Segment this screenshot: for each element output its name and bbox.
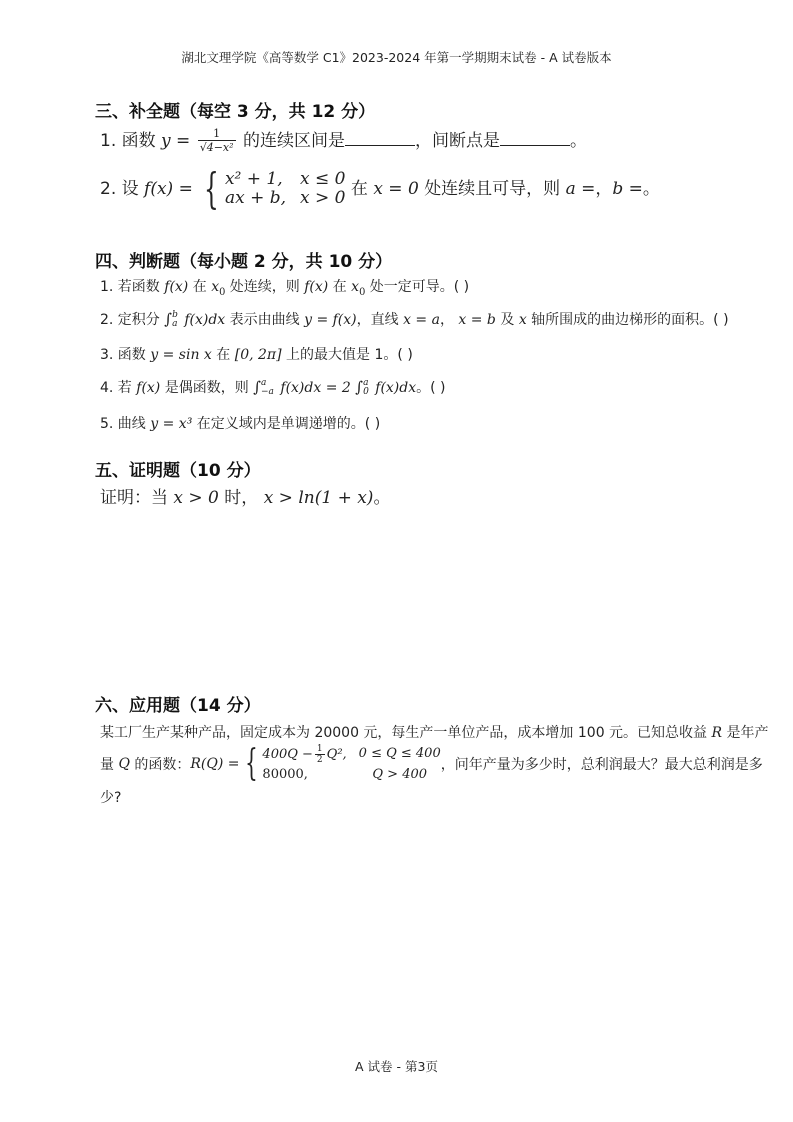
q2-point: x = 0 [373,179,419,199]
page-header: 湖北文理学院《高等数学 C1》2023-2024 年第一学期期末试卷 - A 试卷版本 [181,50,612,65]
j1-text-4: 在 [332,279,347,295]
app-text-3: 量 [100,757,114,773]
app-text-4: 的函数： [134,757,191,773]
j2-limits [172,311,178,329]
j4-text-2: 是偶函数，则 [164,380,249,396]
j3-math-1: y = sin x [150,347,212,363]
j4-limits-2 [363,379,369,397]
fill-in-question-2 [100,164,660,213]
j1-math-4: x [351,279,360,295]
j2-math-1: f(x)dx [184,312,226,328]
section-4-title: 四、判断题（每小题 2 分，共 10 分） [95,252,393,272]
j2-text-5: 及 [500,312,515,328]
application-line-2 [100,744,793,784]
q2-prefix: 2. 设 [100,179,139,199]
section-6-title: 六、应用题（14 分） [95,696,261,716]
q2-case1-cond: x ≤ 0 [300,169,346,189]
q2-case2-cond: x > 0 [300,188,346,208]
app-brace: { [244,743,258,784]
q1-middle: 的连续区间是 [242,131,345,151]
judge-item-3 [100,344,413,364]
j4-math-2: f(x)dx = 2 [280,380,351,396]
app-text-2: 是年产 [726,725,769,741]
fill-in-question-1 [100,126,587,154]
j1-math-2-sub: 0 [219,286,226,298]
j2-text-6: 轴所围成的曲边梯形的面积。( ) [531,312,729,328]
integral-sign: ∫ [253,378,262,396]
application-line-1 [100,722,793,742]
app-piecewise [240,744,441,784]
integral-sign: ∫ [164,310,173,328]
q2-lhs: f(x) = [144,179,193,199]
j4-text-3: 。( ) [416,380,446,396]
judge-item-2 [100,309,729,329]
q2-b-eq: b = [612,179,643,199]
j1-text-5: 处一定可导。( ) [369,279,470,295]
application-line-3: 少? [100,790,122,806]
j4-text-1: 4. 若 [100,380,132,396]
app-case1-b: Q², [326,747,347,762]
proof-prefix: 证明：当 [100,488,168,508]
j2-math-2: y = f(x) [304,312,357,328]
app-frac-den: 2 [316,755,323,765]
proof-math-1: x > 0 [173,488,219,508]
q2-middle: 处连续且可导，则 [424,179,561,199]
judge-item-5 [100,413,380,433]
j2-math-4: x = b [458,312,496,328]
j2-upper-limit: b [172,310,178,320]
integral-sign: ∫ [355,378,364,396]
q1-frac-denominator: √4−x² [199,141,234,154]
j3-text-3: 上的最大值是 1。( ) [286,347,413,363]
j4-upper-limit-2: a [363,378,369,388]
proof-question [100,483,390,508]
j1-text-3: 处连续，则 [229,279,300,295]
j1-math-4-sub: 0 [359,286,366,298]
app-case1-a: 400Q − [262,747,313,762]
j4-math-3: f(x)dx [375,380,417,396]
j4-limits-1 [261,379,274,397]
j4-lower-limit-1: −a [261,387,274,397]
j2-text-1: 2. 定积分 [100,312,160,328]
app-math-Q: Q [118,756,130,772]
j2-math-5: x [518,312,527,328]
app-case2-expr: 80000, [262,767,308,782]
app-text-5: ，问年产量为多少时，总利润最大？最大总利润是多 [440,757,763,773]
judge-item-1 [100,276,469,296]
app-case2-cond: Q > 400 [372,767,428,782]
q2-sep: ， [595,179,613,199]
q2-piecewise [198,164,346,213]
q2-case2-expr: ax + b, [224,188,287,208]
proof-mid: 时， [224,488,259,508]
j5-text-1: 5. 曲线 [100,416,146,432]
j2-text-4: ， [439,312,454,328]
j5-math-1: y = x³ [150,416,193,432]
judge-item-4 [100,377,446,397]
q1-fraction [198,128,236,154]
q2-case1-expr: x² + 1, [224,169,283,189]
j1-math-3: f(x) [304,279,329,295]
app-case1-expr [262,744,346,765]
section-5-title: 五、证明题（10 分） [95,461,261,481]
q2-end: 。 [642,179,660,199]
proof-end: 。 [373,488,391,508]
j3-text-1: 3. 函数 [100,347,146,363]
q1-frac-numerator: 1 [198,128,236,141]
j1-math-2: x [211,279,220,295]
q1-comma: ，间断点是 [414,131,500,151]
j1-text-1: 1. 若函数 [100,279,160,295]
proof-math-2: x > ln(1 + x) [263,488,374,508]
q1-end: 。 [569,131,587,151]
q1-blank-2[interactable] [500,131,570,146]
q1-lhs: y = [161,131,191,151]
j4-upper-limit-1: a [261,378,267,388]
app-case1-cond: 0 ≤ Q ≤ 400 [358,746,441,761]
j2-math-3: x = a [403,312,440,328]
q2-at: 在 [350,179,368,199]
app-frac-num: 1 [316,744,323,754]
q1-blank-1[interactable] [345,131,415,146]
app-case1-frac [315,744,325,765]
j2-text-2: 表示由曲线 [229,312,300,328]
q2-a-eq: a = [565,179,596,199]
j5-text-2: 在定义域内是单调递增的。( ) [196,416,381,432]
j3-text-2: 在 [216,347,231,363]
j1-text-2: 在 [192,279,207,295]
app-lhs: R(Q) = [190,756,240,772]
section-3-title: 三、补全题（每空 3 分，共 12 分） [95,102,376,122]
j4-lower-limit-2: 0 [363,387,369,397]
j1-math-1: f(x) [164,279,189,295]
j2-lower-limit: a [172,319,178,329]
q1-prefix: 1. 函数 [100,131,156,151]
j4-math-1: f(x) [136,380,161,396]
j2-text-3: ，直线 [356,312,399,328]
app-text-1: 某工厂生产某种产品，固定成本为 20000 元，每生产一单位产品，成本增加 100 元。已知总收益 [100,725,708,741]
page-footer: A 试卷 - 第3页 [355,1059,438,1074]
app-math-R: R [711,725,723,741]
j3-math-2: [0, 2π] [234,347,282,363]
q2-brace: { [204,164,219,213]
